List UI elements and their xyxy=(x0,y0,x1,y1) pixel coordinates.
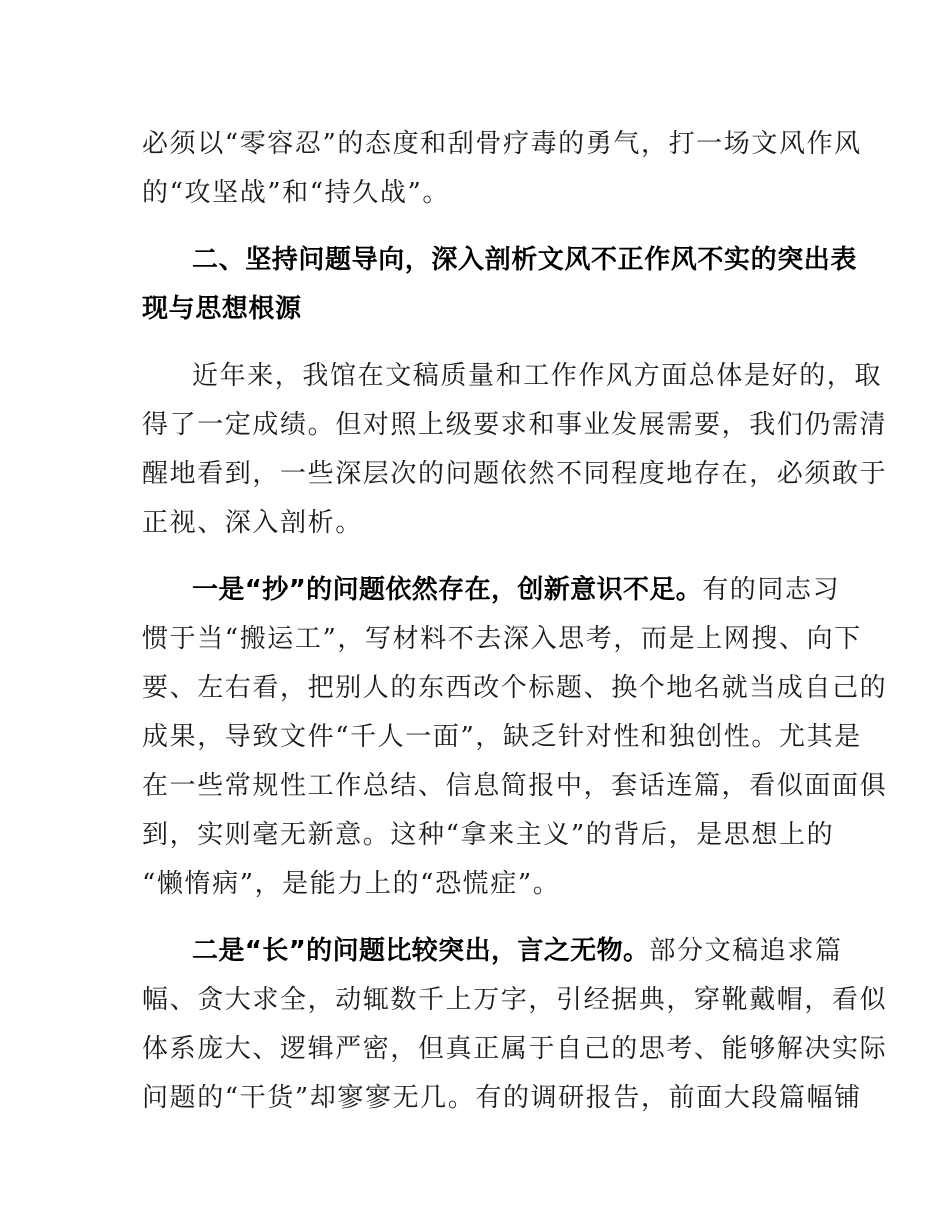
point-heading: 二是“长”的问题比较突出，言之无物。 xyxy=(192,936,650,966)
paragraph-line: 幅、贪大求全，动辄数千上万字，引经据典，穿靴戴帽，看似 xyxy=(142,985,888,1015)
paragraph-line xyxy=(192,934,843,968)
paragraph-line xyxy=(192,573,840,607)
paragraph-line: 要、左右看，把别人的东西改个标题、换个地名就当成自己的 xyxy=(142,673,888,703)
paragraph-line: 必须以“零容忍”的态度和刮骨疗毒的勇气，打一场文风作风 xyxy=(142,129,862,159)
paragraph-line: 体系庞大、逻辑严密，但真正属于自己的思考、能够解决实际 xyxy=(142,1034,888,1064)
paragraph-line: 得了一定成绩。但对照上级要求和事业发展需要，我们仍需清 xyxy=(142,410,888,440)
paragraph-text: 部分文稿追求篇 xyxy=(649,936,843,966)
point-heading: 一是“抄”的问题依然存在，创新意识不足。 xyxy=(192,575,703,605)
paragraph-line: 近年来，我馆在文稿质量和工作作风方面总体是好的，取 xyxy=(192,361,883,391)
paragraph-line: 到，实则毫无新意。这种“拿来主义”的背后，是思想上的 xyxy=(142,820,835,850)
paragraph-line: 正视、深入剖析。 xyxy=(142,508,363,538)
paragraph-line: 醒地看到，一些深层次的问题依然不同程度地存在，必须敢于 xyxy=(142,459,888,489)
paragraph-line: 问题的“干货”却寥寥无几。有的调研报告，前面大段篇幅铺 xyxy=(142,1083,862,1113)
paragraph-line: 惯于当“搬运工”，写材料不去深入思考，而是上网搜、向下 xyxy=(142,624,862,654)
paragraph-line: “懒惰病”，是能力上的“恐慌症”。 xyxy=(142,869,561,899)
section-heading: 二、坚持问题导向，深入剖析文风不正作风不实的突出表 xyxy=(192,245,858,275)
section-heading-continued: 现与思想根源 xyxy=(142,294,302,324)
paragraph-line: 的“攻坚战”和“持久战”。 xyxy=(142,178,450,208)
paragraph-line: 在一些常规性工作总结、信息简报中，套话连篇，看似面面俱 xyxy=(142,771,888,801)
paragraph-line: 成果，导致文件“千人一面”，缺乏针对性和独创性。尤其是 xyxy=(142,722,862,752)
paragraph-text: 有的同志习 xyxy=(702,575,841,605)
